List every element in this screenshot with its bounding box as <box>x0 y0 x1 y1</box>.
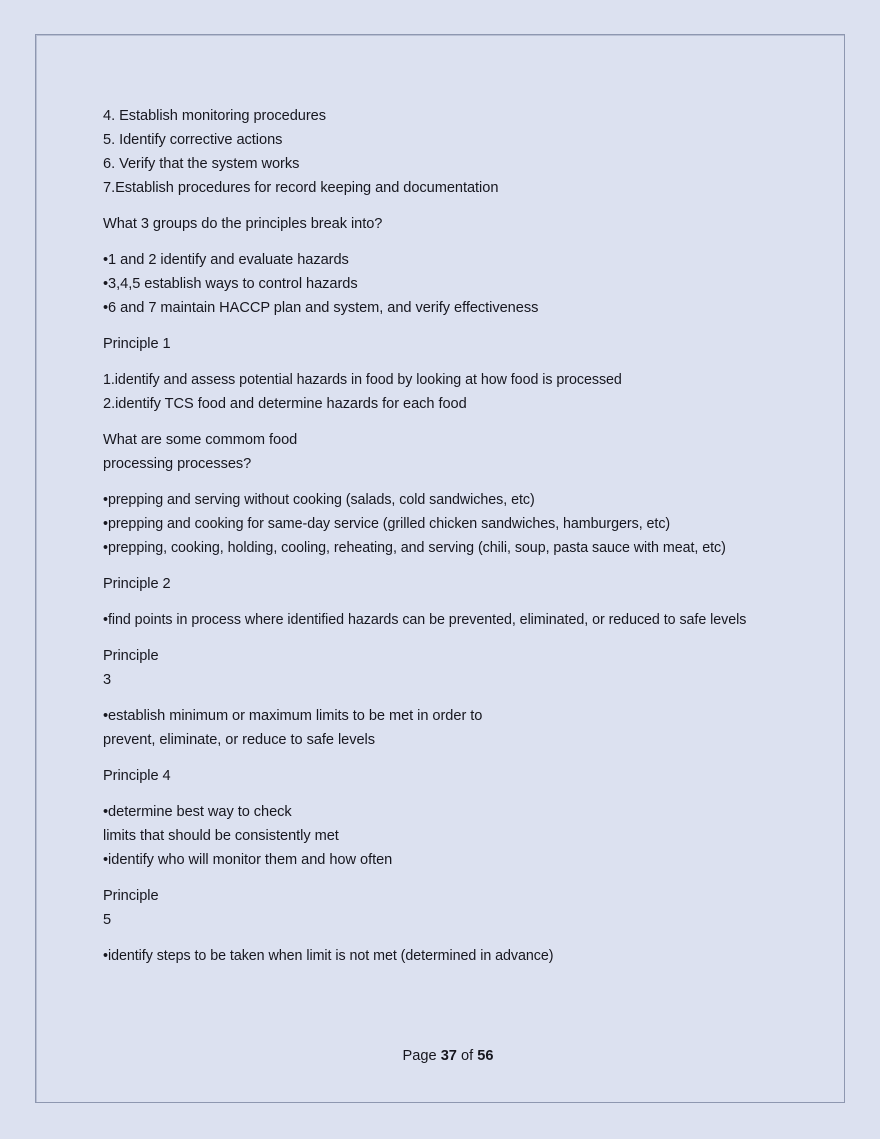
text-line: •find points in process where identified hazards can be prevented, eliminated, or reduced to safe levels <box>103 612 747 628</box>
text-line: •6 and 7 maintain HACCP plan and system, and verify effectiveness <box>103 300 539 316</box>
text-line: •identify who will monitor them and how often <box>103 852 393 868</box>
text-block-principle-4-heading <box>103 764 793 788</box>
text-block-principle-3-heading <box>103 644 793 692</box>
text-line: What are some commom food <box>103 432 298 448</box>
text-block-processing-answer <box>103 488 793 560</box>
text-line: prevent, eliminate, or reduce to safe levels <box>103 732 375 748</box>
text-line: 1.identify and assess potential hazards in food by looking at how food is processed <box>103 372 622 388</box>
text-block-principle-2-body <box>103 608 793 632</box>
text-block-groups-question <box>103 212 793 236</box>
text-line: Principle 4 <box>103 768 171 784</box>
text-line: •establish minimum or maximum limits to be met in order to <box>103 708 483 724</box>
text-line: Principle <box>103 648 159 664</box>
text-line: •1 and 2 identify and evaluate hazards <box>103 252 349 268</box>
text-block-principle-5-body <box>103 944 793 968</box>
text-line: Principle 1 <box>103 336 171 352</box>
footer-page-label: Page <box>402 1048 441 1064</box>
text-block-principle-3-body <box>103 704 793 752</box>
document-body <box>103 104 793 980</box>
text-line: •prepping, cooking, holding, cooling, reheating, and serving (chili, soup, pasta sauce with meat, etc) <box>103 540 726 556</box>
text-block-groups-answer <box>103 248 793 320</box>
text-line: 4. Establish monitoring procedures <box>103 108 326 124</box>
text-line: •identify steps to be taken when limit is not met (determined in advance) <box>103 948 554 964</box>
text-line: •prepping and cooking for same-day service (grilled chicken sandwiches, hamburgers, etc) <box>103 516 671 532</box>
text-line: •prepping and serving without cooking (salads, cold sandwiches, etc) <box>103 492 535 508</box>
text-line: Principle <box>103 888 159 904</box>
text-line: What 3 groups do the principles break into? <box>103 216 383 232</box>
footer-of-label: of <box>456 1048 478 1064</box>
text-line: •3,4,5 establish ways to control hazards <box>103 276 358 292</box>
text-block-haccp-principles-list <box>103 104 793 200</box>
text-line: Principle 2 <box>103 576 171 592</box>
text-line: 5 <box>103 912 112 928</box>
text-line: •determine best way to check <box>103 804 292 820</box>
footer-total-pages: 56 <box>477 1048 494 1064</box>
text-line: 7.Establish procedures for record keeping and documentation <box>103 180 499 196</box>
text-line: 2.identify TCS food and determine hazards for each food <box>103 396 467 412</box>
text-block-principle-1-body <box>103 368 793 416</box>
text-line: 5. Identify corrective actions <box>103 132 283 148</box>
text-block-principle-5-heading <box>103 884 793 932</box>
text-line: 6. Verify that the system works <box>103 156 300 172</box>
page-footer <box>103 1046 793 1066</box>
text-line: processing processes? <box>103 456 252 472</box>
text-block-processing-question <box>103 428 793 476</box>
text-block-principle-4-body <box>103 800 793 872</box>
text-line: 3 <box>103 672 112 688</box>
text-line: limits that should be consistently met <box>103 828 339 844</box>
text-block-principle-2-heading <box>103 572 793 596</box>
text-block-principle-1-heading <box>103 332 793 356</box>
footer-current-page: 37 <box>440 1048 457 1064</box>
